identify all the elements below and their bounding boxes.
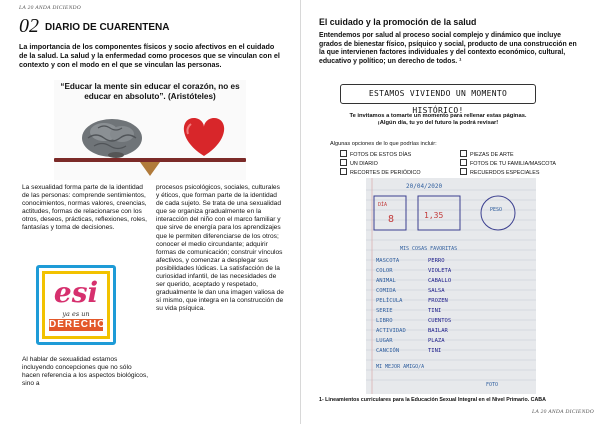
notebook-row-value: CABALLO xyxy=(428,278,452,284)
checkbox-icon xyxy=(460,168,467,175)
balance-beam xyxy=(54,158,246,162)
option-item[interactable]: PIEZAS DE ARTE xyxy=(460,150,556,159)
notebook-row-label: LIBRO xyxy=(376,318,393,324)
notebook-row-label: COLOR xyxy=(376,268,393,274)
handwritten-notebook-photo xyxy=(366,178,536,394)
notebook-row-value: CUENTOS xyxy=(428,318,452,324)
notebook-row-value: SALSA xyxy=(428,288,445,294)
notebook-row-label: LUGAR xyxy=(376,338,393,344)
checkbox-icon xyxy=(340,150,347,157)
notebook-row-label: MASCOTA xyxy=(376,258,400,264)
notebook-row-value: VIOLETA xyxy=(428,268,452,274)
page-gutter xyxy=(300,0,301,424)
notebook-row-value: PERRO xyxy=(428,258,445,264)
notebook-date: 20/04/2020 xyxy=(406,183,443,190)
heart-icon xyxy=(184,118,224,156)
running-header: LA 20 ANDA DICIENDO xyxy=(19,5,82,11)
notebook-weight: 1,35 xyxy=(424,211,444,220)
notebook-row-label: ANIMAL xyxy=(376,278,396,284)
options-intro: Algunas opciones de lo que podrías incluir: xyxy=(330,141,437,147)
checkbox-icon xyxy=(460,150,467,157)
notebook-row-value: BAILAR xyxy=(428,328,448,334)
notebook-row-label: PELÍCULA xyxy=(376,298,403,304)
section-title: El cuidado y la promoción de la salud xyxy=(319,17,477,27)
historic-moment-banner: ESTAMOS VIVIENDO UN MOMENTO HISTÓRICO! xyxy=(340,84,536,104)
notebook-footer: FOTO xyxy=(486,382,499,388)
notebook-day-label: DÍA xyxy=(378,202,388,208)
options-right-column xyxy=(460,150,556,177)
running-footer: LA 20 ANDA DICIENDO xyxy=(532,409,595,415)
notebook-weight-label: PESO xyxy=(490,207,503,213)
sexuality-paragraph-3: procesos psicológicos, sociales, culturales y éticos, que forman parte de la identidad de cada sujeto. Se trata de una sexualidad que se organiza gradualmente en la interacción del niño con el marco familiar y que sirve de energía para los aprendizajes que le permiten diferenciarse de los otros; conocer el medio circundante; adquirir formas de comunicación; construir vínculos afectivos, y comenzar a desplegar sus posibilidades lúdicas. La satisfacción de la curiosidad infantil, de las necesidades de ser querido, aceptado y respetado, gradualmente le dan una imagen valiosa de sí mismo, que integra en la construcción de su vida psíquica. xyxy=(156,184,284,313)
quote-illustration xyxy=(54,80,246,180)
notebook-best-friend: MI MEJOR AMIGO/A xyxy=(376,364,425,370)
option-item[interactable]: RECUERDOS ESPECIALES xyxy=(460,168,556,177)
option-item[interactable]: FOTOS DE ESTOS DÍAS xyxy=(340,150,421,159)
chapter-intro: La importancia de los componentes físicos y socio afectivos en el cuidado de la salud. La salud y la enfermedad como procesos que se vinculan con el contexto y con el modo en el que se vinculan las personas. xyxy=(19,42,280,69)
notebook-row-value: TINI xyxy=(428,348,442,354)
invite-line-1: Te invitamos a tomarte un momento para rellenar estas páginas. xyxy=(349,113,527,119)
chapter-number: 02 xyxy=(19,15,39,37)
esi-logo-main: esi xyxy=(53,276,99,309)
notebook-row-label: CANCIÓN xyxy=(376,348,400,354)
notebook-row-label: SERIE xyxy=(376,308,393,314)
checkbox-icon xyxy=(340,159,347,166)
brain-heart-balance-illustration xyxy=(54,100,246,180)
option-item[interactable]: FOTOS DE TU FAMILIA/MASCOTA xyxy=(460,159,556,168)
esi-logo-bottom: DERECHO xyxy=(49,319,107,330)
options-left-column xyxy=(340,150,421,177)
esi-logo-middle: ya es un xyxy=(62,310,90,318)
notebook-heading: MIS COSAS FAVORITAS xyxy=(400,246,458,252)
option-item[interactable]: RECORTES DE PERIÓDICO xyxy=(340,168,421,177)
notebook-row-label: COMIDA xyxy=(376,288,396,294)
notebook-row-label: ACTIVIDAD xyxy=(376,328,406,334)
sexuality-paragraph-1: La sexualidad forma parte de la identidad de las personas: comprende sentimientos, conocimientos, normas valores, creencias, actitudes, formas de relacionarse con los otros, deseos, prácticas, reflexiones, roles, fantasías y toma de decisiones. xyxy=(22,184,147,232)
balance-fulcrum xyxy=(140,162,160,176)
notebook-row-value: FROZEN xyxy=(428,298,448,304)
invite-text xyxy=(330,113,546,128)
brain-icon xyxy=(82,119,142,158)
checkbox-icon xyxy=(340,168,347,175)
aristotle-quote: “Educar la mente sin educar el corazón, no es educar en absoluto”. (Aristóteles) xyxy=(60,82,240,101)
footnote: 1- Lineamientos curriculares para la Educación Sexual Integral en el Nivel Primario. CABA xyxy=(319,397,546,403)
sexuality-paragraph-2: Al hablar de sexualidad estamos incluyendo concepciones que no sólo hacen referencia a los aspectos biológicos, sino a xyxy=(22,356,149,388)
notebook-age: 8 xyxy=(388,214,395,225)
health-definition: Entendemos por salud al proceso social complejo y dinámico que incluye grados de bienestar físico, psíquico y social, producto de una construcción en la que intervienen factores individuales y del contexto económico, cultural, educativo y político; un derecho de todos. ¹ xyxy=(319,32,577,65)
checkbox-icon xyxy=(460,159,467,166)
invite-line-2: ¡Algún día, tu yo del futuro la podrá revisar! xyxy=(377,120,499,127)
chapter-title: DIARIO DE CUARENTENA xyxy=(45,22,170,33)
notebook-row-value: PLAZA xyxy=(428,338,445,344)
esi-logo xyxy=(36,265,116,345)
notebook-row-value: TINI xyxy=(428,308,442,314)
option-item[interactable]: UN DIARIO xyxy=(340,159,421,168)
